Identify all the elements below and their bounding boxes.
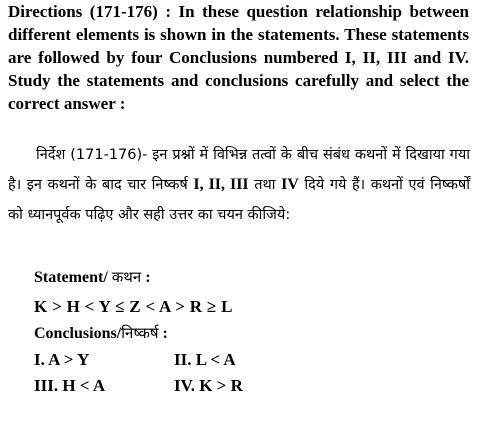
directions-hindi (8, 140, 470, 230)
statement-label-colon: : (141, 269, 151, 286)
directions-hindi-part5: दिये गये हैं। कथनों एवं निष्कर्षों को ध्यानपूर्वक पढ़िए और सही उत्तर का चयन कीजिये: (8, 177, 471, 223)
statement-label-en: Statement/ (34, 269, 112, 286)
conclusions-label-hi: निष्कर्ष (121, 324, 159, 342)
directions-hindi-part1: निर्देश (171-176)- इन प्रश्नों में विभिन्न तत्वों के बीच संबंध कथनों में दिखाया गया है। इन कथनों के बाद चार निष्कर्ष (8, 147, 470, 193)
conclusions-label-colon: : (158, 325, 168, 342)
conclusion-iv: IV. K > R (174, 376, 243, 395)
directions-hindi-part3: तथा (254, 177, 276, 193)
statement-expression: K > H < Y ≤ Z < A > R ≥ L (34, 297, 233, 316)
conclusion-iii: III. H < A (34, 376, 106, 395)
statement-label-hi: कथन (111, 268, 142, 286)
conclusion-ii: II. L < A (174, 350, 236, 369)
conclusions-label (34, 323, 168, 343)
directions-hindi-numerals: I, II, III (193, 176, 249, 193)
directions-english: Directions (171-176) : In these question relationship between different elements is shown in the statements. These statements are followed by four Conclusions numbered I, II, III and IV. Study the statements and conclusions carefully and select the correct answer : (8, 2, 469, 113)
statement-label (34, 267, 151, 287)
conclusions-label-en: Conclusions/ (34, 325, 122, 342)
conclusion-i: I. A > Y (34, 350, 90, 369)
directions-hindi-numeral-iv: IV (281, 176, 299, 193)
